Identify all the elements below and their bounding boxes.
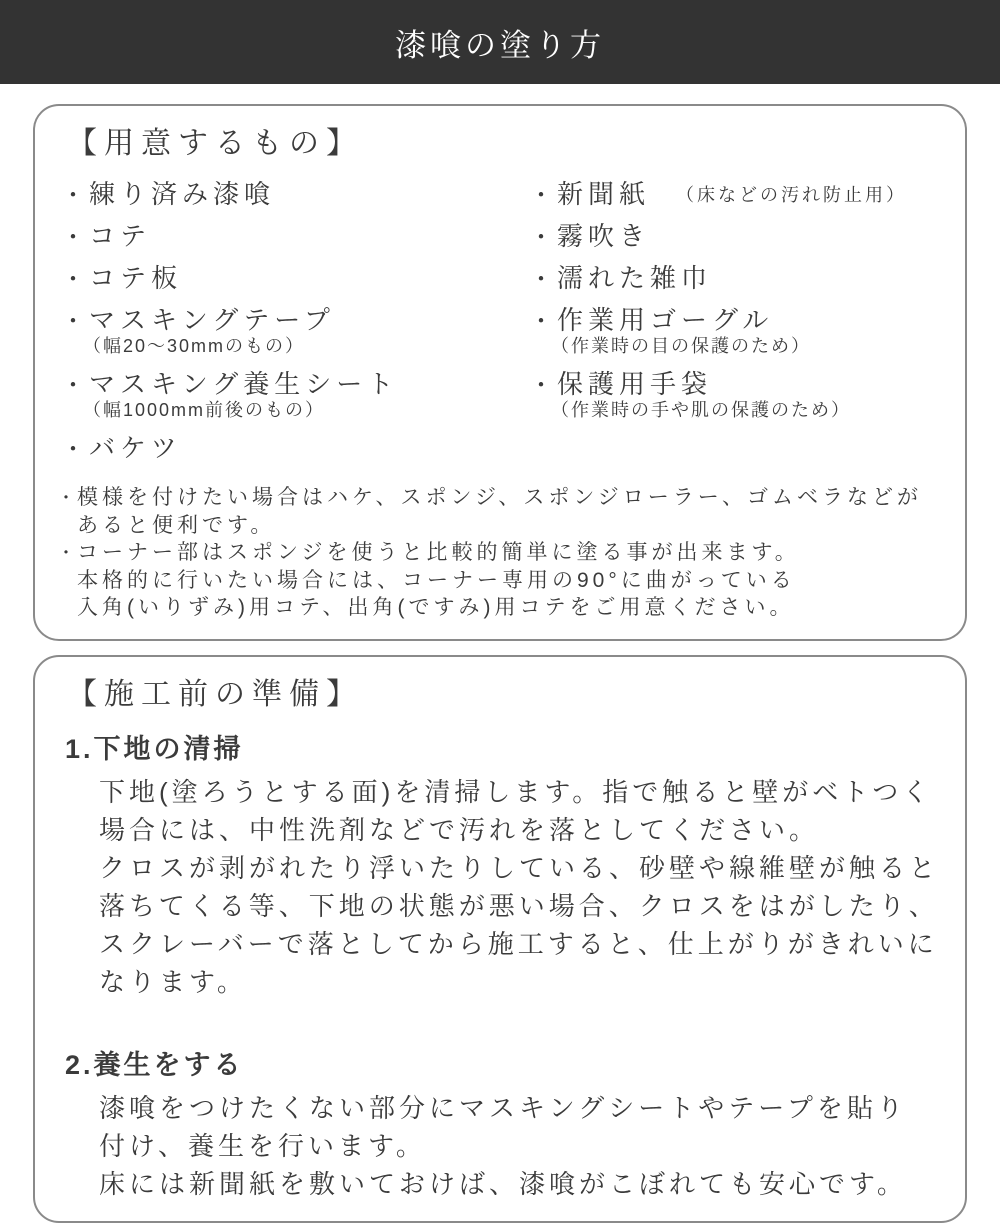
material-note: （作業時の目の保護のため） bbox=[551, 336, 811, 356]
bullet-icon: ・ bbox=[61, 182, 90, 209]
step-line: スクレーバーで落としてから施工すると、仕上がりがきれいに bbox=[99, 929, 938, 959]
material-item bbox=[529, 364, 945, 420]
step-line: 場合には、中性洗剤などで汚れを落としてください。 bbox=[99, 815, 820, 845]
material-item bbox=[529, 258, 945, 300]
material-item bbox=[61, 428, 529, 470]
materials-tips bbox=[57, 484, 945, 621]
bullet-icon: ・ bbox=[61, 372, 90, 399]
step-paragraph bbox=[99, 773, 945, 1001]
bullet-icon: ・ bbox=[529, 224, 558, 251]
tip-line: 入角(いりずみ)用コテ、出角(ですみ)用コテをご用意ください。 bbox=[77, 596, 795, 619]
bullet-icon: ・ bbox=[529, 182, 558, 209]
step-paragraph bbox=[99, 1089, 945, 1203]
material-label: マスキングテープ bbox=[89, 305, 335, 335]
material-label: 保護用手袋 bbox=[557, 369, 713, 399]
tip bbox=[57, 484, 945, 539]
step-line: 床には新聞紙を敷いておけば、漆喰がこぼれても安心です。 bbox=[99, 1169, 907, 1199]
tip-line: 模様を付けたい場合はハケ、スポンジ、スポンジローラー、ゴムベラなどが bbox=[77, 486, 922, 509]
bullet-icon: ・ bbox=[61, 266, 90, 293]
materials-column-left bbox=[61, 174, 529, 470]
step-line: 落ちてくる等、下地の状態が悪い場合、クロスをはがしたり、 bbox=[99, 891, 939, 921]
material-label: コテ bbox=[89, 221, 152, 251]
step-line: 付け、養生を行います。 bbox=[99, 1131, 426, 1161]
tip-line: コーナー部はスポンジを使うと比較的簡単に塗る事が出来ます。 bbox=[77, 541, 800, 564]
material-label: 作業用ゴーグル bbox=[557, 305, 774, 335]
preparation-heading: 【施工前の準備】 bbox=[67, 678, 363, 711]
preparation-step-1 bbox=[55, 731, 945, 1001]
material-label: バケツ bbox=[89, 433, 182, 463]
preparation-step-2 bbox=[55, 1047, 945, 1203]
material-item bbox=[61, 258, 529, 300]
material-label: 濡れた雑巾 bbox=[557, 263, 713, 293]
material-item bbox=[529, 300, 945, 356]
bullet-icon: ・ bbox=[529, 372, 558, 399]
material-note: （作業時の手や肌の保護のため） bbox=[551, 400, 851, 420]
bullet-icon: ・ bbox=[61, 308, 90, 335]
step-line: 漆喰をつけたくない部分にマスキングシートやテープを貼り bbox=[99, 1093, 907, 1123]
step-line: なります。 bbox=[99, 967, 247, 997]
material-label: 霧吹き bbox=[557, 221, 651, 251]
material-inline-note: （床などの汚れ防止用） bbox=[676, 185, 908, 205]
material-item bbox=[61, 216, 529, 258]
material-item bbox=[61, 300, 529, 356]
materials-column-right bbox=[529, 174, 945, 470]
tip bbox=[57, 539, 945, 621]
tip-line: 本格的に行いたい場合には、コーナー専用の90°に曲がっている bbox=[77, 569, 796, 592]
bullet-icon: ・ bbox=[61, 224, 90, 251]
materials-columns bbox=[61, 174, 945, 470]
preparation-section bbox=[33, 655, 967, 1223]
bullet-icon: ・ bbox=[57, 488, 79, 508]
materials-heading: 【用意するもの】 bbox=[67, 127, 363, 160]
page-header bbox=[0, 0, 1000, 84]
material-label: コテ板 bbox=[89, 263, 183, 293]
bullet-icon: ・ bbox=[61, 436, 90, 463]
page-title: 漆喰の塗り方 bbox=[395, 27, 605, 63]
step-line: 下地(塗ろうとする面)を清掃します。指で触ると壁がベトつく bbox=[99, 777, 933, 807]
material-note: （幅20〜30mmのもの） bbox=[83, 336, 306, 356]
material-item bbox=[61, 364, 529, 420]
bullet-icon: ・ bbox=[529, 308, 558, 335]
material-item bbox=[61, 174, 529, 216]
tip-line: あると便利です。 bbox=[77, 514, 276, 537]
step-title: 2.養生をする bbox=[65, 1050, 244, 1080]
bullet-icon: ・ bbox=[529, 266, 558, 293]
step-line: クロスが剥がれたり浮いたりしている、砂壁や線維壁が触ると bbox=[99, 853, 940, 883]
material-label: 新聞紙 bbox=[557, 179, 651, 209]
material-label: マスキング養生シート bbox=[89, 369, 399, 399]
materials-section bbox=[33, 104, 967, 641]
material-note: （幅1000mm前後のもの） bbox=[83, 400, 326, 420]
material-item bbox=[529, 174, 945, 216]
material-label: 練り済み漆喰 bbox=[89, 179, 276, 209]
step-title: 1.下地の清掃 bbox=[65, 734, 244, 764]
material-item bbox=[529, 216, 945, 258]
bullet-icon: ・ bbox=[57, 543, 79, 563]
